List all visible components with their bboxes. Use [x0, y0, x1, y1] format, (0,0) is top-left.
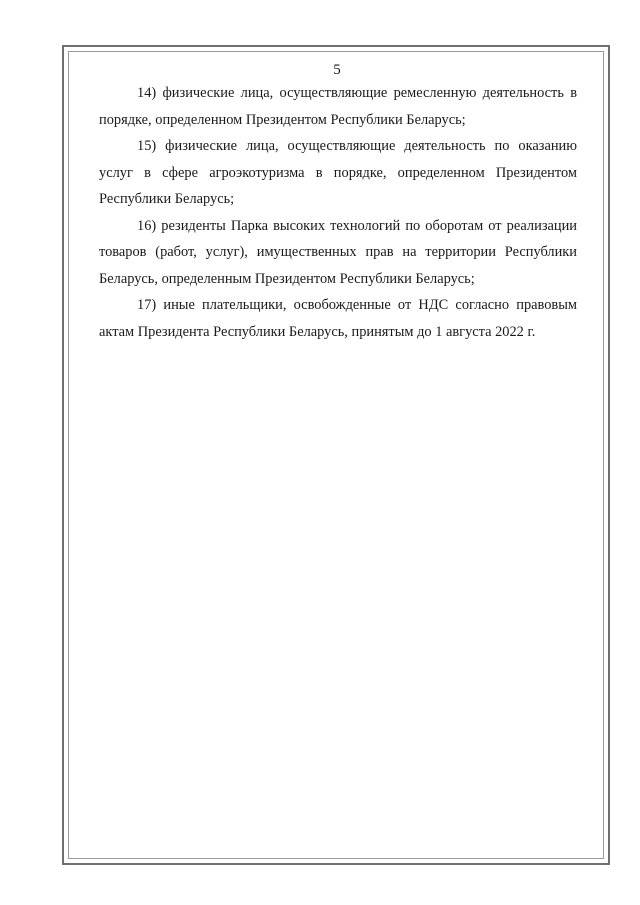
list-item-15: 15) физические лица, осуществляющие деятельность по оказанию услуг в сфере агроэкотуризма в порядке, определенном Президентом Республики Беларусь;	[99, 138, 577, 207]
list-item-17: 17) иные плательщики, освобожденные от НДС согласно правовым актам Президента Республики Беларусь, принятым до 1 августа 2022 г.	[99, 297, 577, 340]
page-number: 5	[333, 62, 341, 78]
list-item-16: 16) резиденты Парка высоких технологий по оборотам от реализации товаров (работ, услуг), имущественных прав на территории Республики Беларусь, определенным Президентом Республики Беларусь;	[99, 217, 577, 287]
list-item-14: 14) физические лица, осуществляющие ремесленную деятельность в порядке, определенном Президентом Республики Беларусь;	[99, 85, 577, 128]
document-body	[99, 80, 577, 345]
